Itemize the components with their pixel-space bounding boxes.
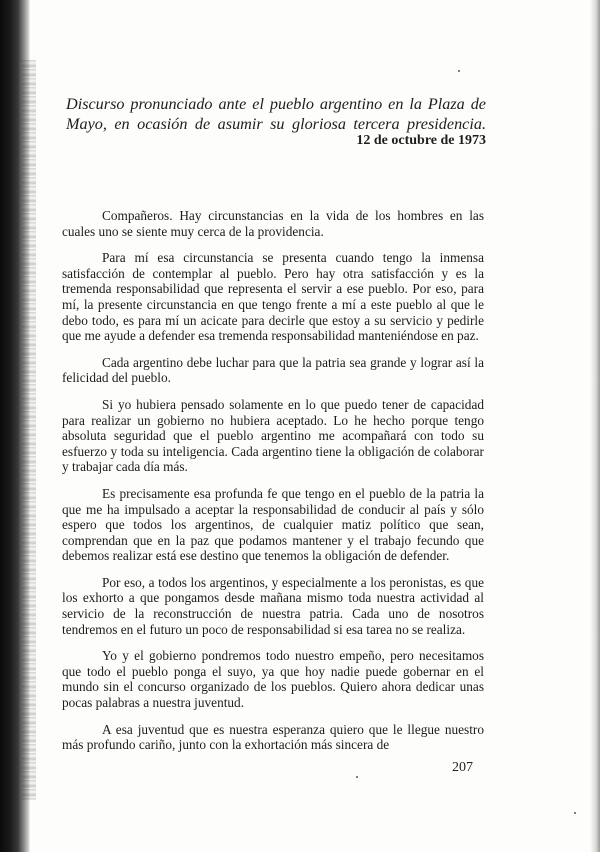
paper-speck: [574, 812, 576, 814]
speech-date: 12 de octubre de 1973: [356, 133, 486, 148]
paper-speck: [356, 776, 358, 778]
paragraph-6: Por eso, a todos los argentinos, y especialmente a los peronistas, es que los exhorto a que pongamos desde mañana mismo toda nuestra actividad al servicio de la reconstrucción de nuestra patria. Cada uno de nosotros tendremos en el futuro un poco de responsabilidad si esa tarea no se realiza.: [62, 574, 484, 637]
paragraph-2: Para mí esa circunstancia se presenta cuando tengo la inmensa satisfacción de contemplar al pueblo. Pero hay otra satisfacción y es la tremenda responsabilidad que representa el servir a ese pueblo. Por eso, para mí, la presente circunstancia en que tengo frente a mí a este pueblo al que le debo todo, es para mí un acicate para decirle que estoy a su servicio y pedirle que me ayude a defender esa tremenda responsabilidad manteniéndose en paz.: [62, 250, 484, 344]
speech-heading: [66, 94, 486, 134]
heading-line-2: Mayo, en ocasión de asumir su gloriosa tercera presidencia.: [66, 115, 486, 133]
page-edge-shadow: [590, 0, 600, 852]
paragraph-7: Yo y el gobierno pondremos todo nuestro empeño, pero necesitamos que todo el pueblo ponga el suyo, ya que hoy nadie puede gobernar en el mundo sin el concurso organizado de los pueblos. Quiero ahora dedicar unas pocas palabras a nuestra juventud.: [62, 648, 484, 711]
binding-texture: [22, 60, 36, 800]
paragraph-3: Cada argentino debe luchar para que la patria sea grande y lograr así la felicidad del pueblo.: [62, 354, 484, 386]
heading-line-1: Discurso pronunciado ante el pueblo argentino en la Plaza de: [66, 95, 486, 113]
paragraph-8: A esa juventud que es nuestra esperanza quiero que le llegue nuestro más profundo cariño, junto con la exhortación más sincera de: [62, 721, 484, 753]
paragraph-1: Compañeros. Hay circunstancias en la vida de los hombres en las cuales uno se siente muy cerca de la providencia.: [62, 208, 484, 239]
speech-body: [62, 208, 484, 764]
paper-speck: [458, 70, 460, 72]
paragraph-5: Es precisamente esa profunda fe que tengo en el pueblo de la patria la que me ha impulsado a aceptar la responsabilidad de conducir al país y sólo espero que todos los argentinos, de cualquier matiz político que sean, comprendan que en la paz que podamos mantener y el trabajo fecundo que debemos realizar está ese destino que tenemos la obligación de defender.: [62, 485, 484, 564]
paragraph-4: Si yo hubiera pensado solamente en lo que puedo tener de capacidad para realizar un gobierno no hubiera aceptado. Lo he hecho porque tengo absoluta seguridad que el pueblo argentino me acompañará con todo su esfuerzo y toda su inteligencia. Cada argentino tiene la obligación de colaborar y trabajar cada día más.: [62, 396, 484, 475]
page-number: 207: [452, 760, 473, 775]
